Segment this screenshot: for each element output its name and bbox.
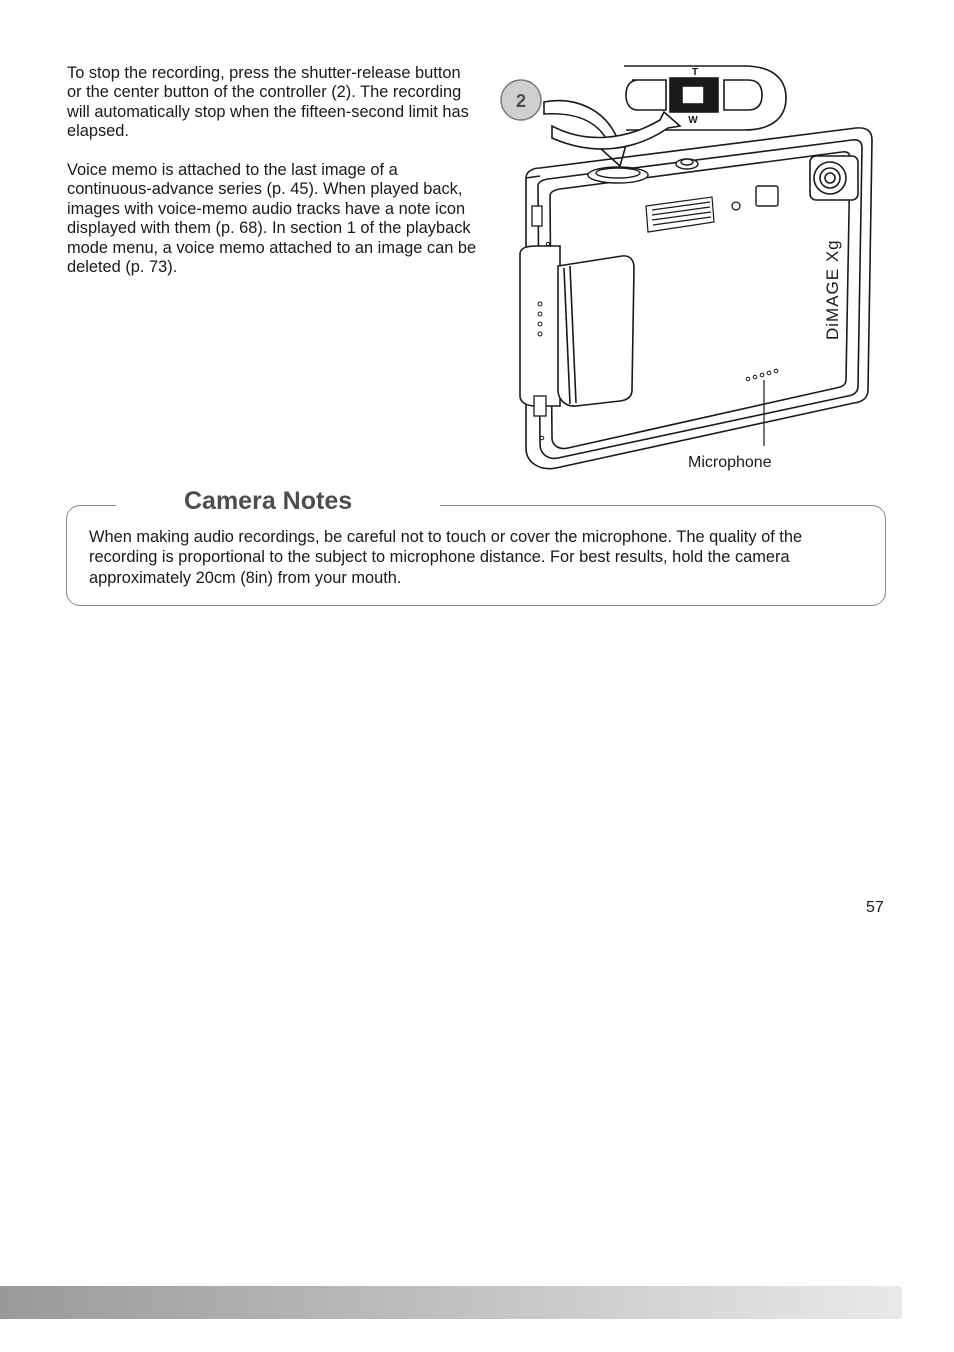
camera-lens	[810, 156, 858, 200]
microphone-label: Microphone	[688, 454, 772, 471]
lens-cover-grip	[520, 246, 634, 406]
microphone-holes	[746, 369, 778, 381]
power-button	[676, 159, 698, 169]
shutter-release-button	[588, 167, 648, 183]
step-number: 2	[515, 91, 527, 111]
zoom-wide-label: W	[688, 115, 698, 126]
instruction-paragraph-stop-recording: To stop the recording, press the shutter-release button or the center button of the controller (2). The recording will automatically stop when the fifteen-second limit has elapsed.	[67, 64, 469, 141]
viewfinder-window	[756, 186, 778, 206]
af-illuminator	[732, 202, 740, 210]
instruction-paragraph-voice-memo: Voice memo is attached to the last image of a continuous-advance series (p. 45). When played back, images with voice-memo audio tracks have a note icon displayed with them (p. 68). In section 1 of the playback mode menu, a voice memo attached to an image can be deleted (p. 73).	[67, 161, 477, 277]
camera-notes-text: When making audio recordings, be careful not to touch or cover the microphone. The quality of the recording is proportional to the subject to microphone distance. For best results, hold the camera approximately 20cm (8in) from your mouth.	[89, 528, 803, 587]
zoom-tele-label: T	[691, 67, 699, 78]
page-number: 57	[866, 899, 884, 916]
zoom-lever-inset	[624, 66, 786, 130]
camera-illustration	[496, 58, 886, 478]
camera-notes-title: Camera Notes	[184, 487, 353, 515]
flash-window	[646, 197, 714, 232]
brand-logo: DiMAGE Xg	[823, 239, 842, 340]
footer-gradient-bar	[0, 1286, 902, 1319]
